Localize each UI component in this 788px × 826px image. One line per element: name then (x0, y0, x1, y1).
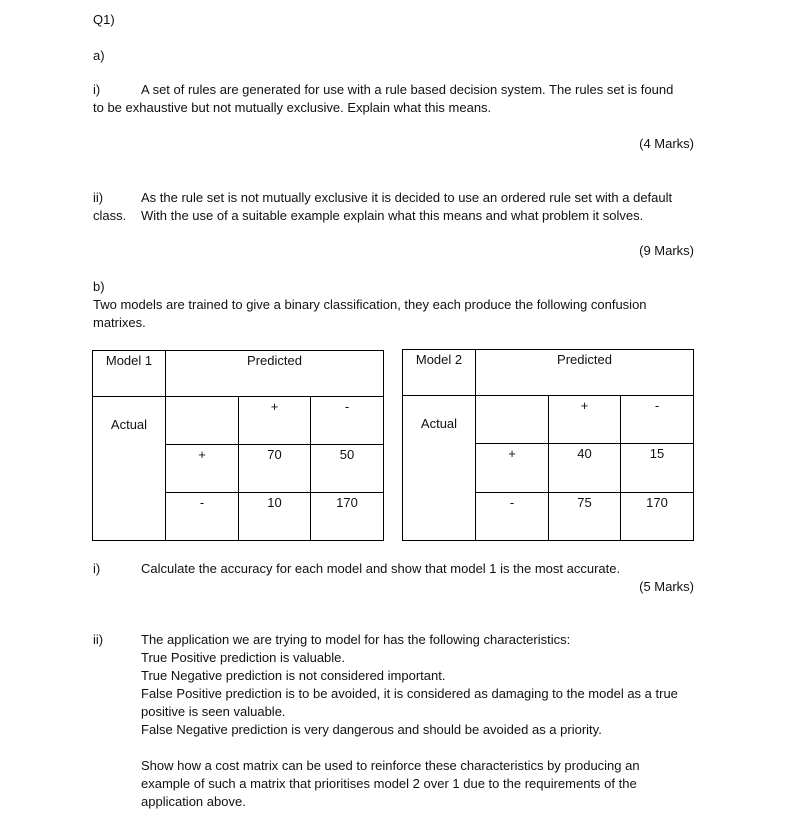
actual-header: Actual (403, 396, 476, 541)
question-label: Q1) (93, 12, 115, 27)
confusion-matrix-model-1 (92, 350, 384, 541)
a-i-text-line2: to be exhaustive but not mutually exclusive. Explain what this means. (93, 100, 492, 115)
true-positive: 70 (239, 445, 311, 493)
model-label: Model 1 (93, 351, 166, 397)
b-i-text: Calculate the accuracy for each model and show that model 1 is the most accurate. (141, 561, 621, 576)
b-ii-task: example of such a matrix that prioritises model 2 over 1 due to the requirements of the (141, 776, 637, 791)
part-a-label: a) (93, 48, 105, 63)
predicted-positive: + (549, 396, 621, 444)
actual-negative: - (476, 492, 549, 540)
b-ii-task: Show how a cost matrix can be used to reinforce these characteristics by producing an (141, 758, 640, 773)
true-positive: 40 (549, 444, 621, 492)
b-i-marks: (5 Marks) (639, 579, 694, 594)
actual-positive: + (166, 445, 239, 493)
actual-positive: + (476, 444, 549, 492)
true-negative: 170 (621, 492, 694, 540)
false-positive: 10 (239, 493, 311, 541)
b-ii-task: application above. (141, 794, 246, 809)
b-intro-line1: Two models are trained to give a binary classification, they each produce the following confusion (93, 297, 647, 312)
predicted-header: Predicted (166, 351, 384, 397)
false-positive: 75 (549, 492, 621, 540)
a-i-marks: (4 Marks) (639, 136, 694, 151)
b-ii-line: False Negative prediction is very dangerous and should be avoided as a priority. (141, 722, 602, 737)
b-ii-line: True Positive prediction is valuable. (141, 650, 346, 665)
confusion-matrix-model-2 (402, 349, 694, 541)
predicted-negative: - (311, 397, 384, 445)
b-ii-line: False Positive prediction is to be avoided, it is considered as damaging to the model as a true (141, 686, 678, 701)
a-ii-prefix: class. (93, 208, 127, 223)
true-negative: 170 (311, 493, 384, 541)
empty-cell (476, 396, 549, 444)
predicted-positive: + (239, 397, 311, 445)
a-ii-text-line1: As the rule set is not mutually exclusive it is decided to use an ordered rule set with a default (141, 190, 673, 205)
b-intro-line2: matrixes. (93, 315, 146, 330)
empty-cell (166, 397, 239, 445)
predicted-negative: - (621, 396, 694, 444)
a-i-text-line1: A set of rules are generated for use with a rule based decision system. The rules set is found (141, 82, 674, 97)
actual-header: Actual (93, 397, 166, 541)
a-i-number: i) (93, 82, 101, 97)
actual-negative: - (166, 493, 239, 541)
b-ii-line: positive is seen valuable. (141, 704, 286, 719)
b-i-number: i) (93, 561, 101, 576)
b-ii-number: ii) (93, 632, 104, 647)
predicted-header: Predicted (476, 350, 694, 396)
a-ii-number: ii) (93, 190, 104, 205)
b-ii-line: True Negative prediction is not considered important. (141, 668, 446, 683)
false-negative: 15 (621, 444, 694, 492)
a-ii-text-line2: With the use of a suitable example explain what this means and what problem it solves. (141, 208, 644, 223)
b-ii-line: The application we are trying to model for has the following characteristics: (141, 632, 571, 647)
a-ii-marks: (9 Marks) (639, 243, 694, 258)
false-negative: 50 (311, 445, 384, 493)
part-b-label: b) (93, 279, 105, 294)
model-label: Model 2 (403, 350, 476, 396)
